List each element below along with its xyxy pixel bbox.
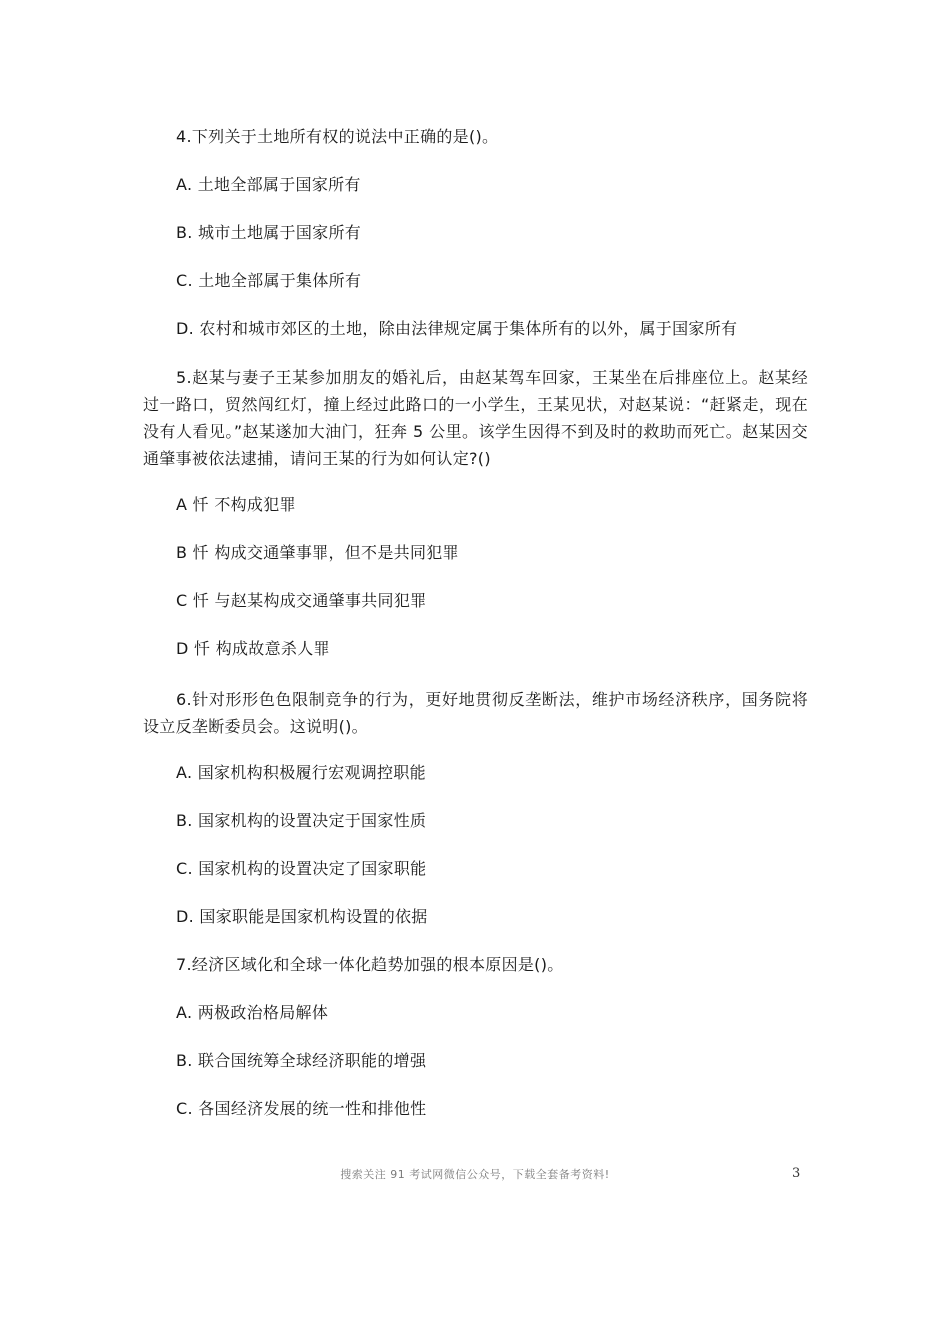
question-4-stem: 4.下列关于土地所有权的说法中正确的是()。 [176, 127, 499, 146]
question-4-option-c: C. 土地全部属于集体所有 [176, 271, 362, 290]
question-5-option-c: C 忏 与赵某构成交通肇事共同犯罪 [176, 591, 427, 610]
question-4-option-d: D. 农村和城市郊区的土地，除由法律规定属于集体所有的以外，属于国家所有 [176, 319, 738, 338]
question-4-option-a: A. 土地全部属于国家所有 [176, 175, 361, 194]
question-6-option-b: B. 国家机构的设置决定于国家性质 [176, 811, 427, 830]
question-7-stem: 7.经济区域化和全球一体化趋势加强的根本原因是()。 [176, 955, 564, 974]
question-5-option-b: B 忏 构成交通肇事罪，但不是共同犯罪 [176, 543, 459, 562]
question-7-option-a: A. 两极政治格局解体 [176, 1003, 329, 1022]
question-6-option-d: D. 国家职能是国家机构设置的依据 [176, 907, 428, 926]
question-5-option-a: A 忏 不构成犯罪 [176, 495, 296, 514]
question-4-option-b: B. 城市土地属于国家所有 [176, 223, 362, 242]
question-5-stem: 5.赵某与妻子王某参加朋友的婚礼后，由赵某驾车回家，王某坐在后排座位上。赵某经过一路口，贸然闯红灯，撞上经过此路口的一小学生，王某见状，对赵某说：“赶紧走，现在没有人看见。”赵某遂加大油门，狂奔 5 公里。该学生因得不到及时的救助而死亡。赵某因交通肇事被依法逮捕，请问王某的行为如何认定?() [143, 368, 808, 468]
question-7-option-c: C. 各国经济发展的统一性和排他性 [176, 1099, 427, 1118]
footer-note: 搜索关注 91 考试网微信公众号，下载全套备考资料! [340, 1168, 610, 1181]
question-6-option-a: A. 国家机构积极履行宏观调控职能 [176, 763, 426, 782]
question-6-stem: 6.针对形形色色限制竞争的行为，更好地贯彻反垄断法，维护市场经济秩序，国务院将设立反垄断委员会。这说明()。 [143, 690, 808, 736]
question-7-option-b: B. 联合国统筹全球经济职能的增强 [176, 1051, 427, 1070]
question-5-option-d: D 忏 构成故意杀人罪 [176, 639, 330, 658]
page-number: 3 [792, 1166, 801, 1181]
question-6-option-c: C. 国家机构的设置决定了国家职能 [176, 859, 427, 878]
